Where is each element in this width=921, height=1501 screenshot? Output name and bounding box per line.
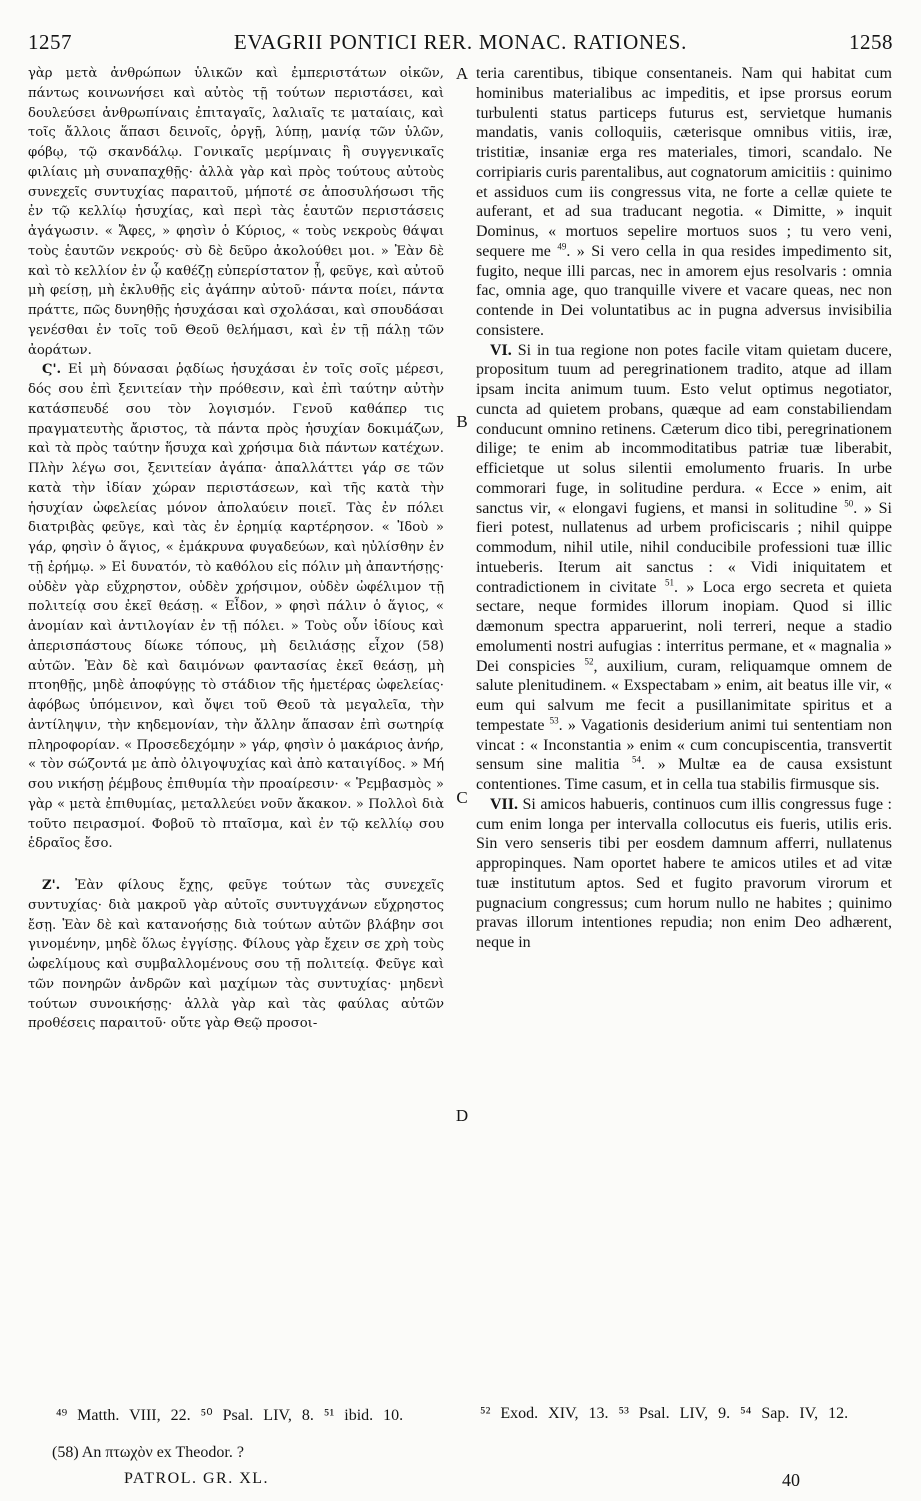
footnotes-left: ⁴⁹ Matth. VIII, 22. ⁵⁰ Psal. LIV, 8. ⁵¹ ibid. 10. — [56, 1407, 404, 1424]
footnote-ref: 49 — [557, 241, 567, 252]
page-number-right: 1258 — [849, 30, 893, 54]
footnote-ref: 51 — [664, 577, 674, 588]
running-title: EVAGRII PONTICI RER. MONAC. RATIONES. — [233, 30, 688, 54]
margin-mark-b: B — [456, 412, 468, 431]
footnotes-right: ⁵² Exod. XIV, 13. ⁵³ Psal. LIV, 9. ⁵⁴ Sap. IV, 12. — [480, 1405, 849, 1422]
footnote-ref: 53 — [549, 715, 559, 726]
section-number: Ϛ'. — [42, 362, 62, 378]
footnote-ref: 52 — [584, 656, 594, 667]
margin-mark-d: D — [455, 1106, 469, 1125]
greek-section-7 — [28, 876, 444, 1034]
section-number: VI. — [490, 341, 512, 359]
latin-column — [476, 64, 892, 1396]
latin-paragraph: teria carentibus, tibique consentaneis. Nam qui habitat cum hominibus materialibus ac impeditis, et ipse prorsus eorum turbulenti status particeps futurus est, servietque humanis mandatis, vanis colloquiis, cæterisque omnibus vitiis, iræ, tristitiæ, insaniæ erga res materiales, timori, scandalo. Ne corripiaris curis parentalibus, aut cognatorum amicitiis : quinimo et assiduos cum iis congressus vita, ne forte a cellæ quiete te auferant, et ad sua traducant negotia. « Dimitte, » inquit Dominus, « mortuos sepelire mortuos suos ; tu vero veni, sequere me $^{49}$. » Si vero cella in qua resides impedimento sit, fugito, neque illi parcas, nec in amorem ejus resolvaris : omnia fac, omnia age, quo tranquille vivere et vacare queas, nec non contende in Dei voluntatibus ac in pugna adversus invisibilia consistere. — [476, 65, 892, 339]
margin-mark-a: A — [455, 64, 469, 83]
greek-section-text: Ἐὰν φίλους ἔχῃς, φεῦγε τούτων τὰς συνεχεῖς συντυχίας· διὰ μακροῦ γὰρ αὐτοῖς συντυγχάνων εὔχρηστος ἔσῃ. Ἐὰν δὲ καὶ κατανοήσῃς διὰ τούτων αὐτῶν βλάβην σοι γινομένην, μηδὲ ὅλως ἐγγίσῃς. Φίλους γὰρ ἔχειν σε χρὴ τοὺς ὠφελίμους καὶ συμβαλλομένους σου τῇ πολιτείᾳ. Φεῦγε καὶ τῶν πονηρῶν ἀνδρῶν καὶ μαχίμων τὰς συντυχίας· μηδενὶ τούτων συνοικήσῃς· ἀλλὰ γὰρ καὶ τὰς φαύλας αὐτῶν προθέσεις παραιτοῦ· οὔτε γὰρ Θεῷ προσοι- — [28, 878, 444, 1032]
latin-section-7: VII. Si amicos habueris, continuos cum illis congressus fuge : cum enim longa per intervalla collocutus eis fueris, utilis eris. Sin vero senseris tibi per eosdem damnum afferri, nullatenus appropinques. Nam oportet habere te amicos utiles et ad vitæ tuæ institutum aptos. Sed et fugito pravorum virorum et pugnacium congressus; cum horum nullo ne habites ; quinimo pravas illorum intentiones repudia; non enim Deo adhærent, neque in — [476, 795, 892, 951]
variant-note: (58) An πτωχὸν ex Theodor. ? — [52, 1444, 244, 1461]
section-number: Ζ'. — [42, 878, 61, 893]
greek-section-6 — [28, 360, 444, 854]
greek-paragraph: γὰρ μετὰ ἀνθρώπων ὑλικῶν καὶ ἐμπεριστάτων οἰκῶν, πάντως κοινωνήσει καὶ αὐτὸς τῇ τούτων περιστάσει, καὶ δουλεύσει ἀνθρωπίναις ἐπιταγαῖς, λαλιαῖς τε ματαίαις, καὶ τοῖς ἄλλοις ἅπασι δεινοῖς, ὀργῇ, λύπῃ, μανίᾳ τῶν ὑλῶν, φόβῳ, τῷ σκανδάλῳ. Γονικαῖς μερίμναις ἢ συγγενικαῖς φιλίαις μὴ συναπαχθῇς· ἀλλὰ γὰρ καὶ πρὸς τούτους αὐτοὺς συνεχεῖς συντυχίας παραιτοῦ, μήποτέ σε ἀποσυλήσωσι τῆς ἐν τῷ κελλίῳ ἡσυχίας, καὶ περὶ τὰς ἑαυτῶν περιστάσεις ἀγάγωσιν. « Ἄφες, » φησὶν ὁ Κύριος, « τοὺς νεκροὺς θάψαι τοὺς ἑαυτῶν νεκρούς· σὺ δὲ δεῦρο ἀκολούθει μοι. » Ἐὰν δὲ καὶ τὸ κελλίον ἐν ᾧ καθέζῃ εὐπερίστατον ᾖ, φεῦγε, καὶ αὐτοῦ μὴ φείσῃ, μὴ ἐκλυθῇς εἰς ἀγάπην αὐτοῦ· πάντα ποίει, πάντα πράττε, πῶς δυνηθῇς ἡσυχάσαι καὶ σχολάσαι, καὶ σπουδάσαι γενέσθαι ἐν τοῖς τοῦ Θεοῦ θελήμασι, καὶ ἐν τῇ πάλῃ τῶν ἀοράτων. — [28, 66, 444, 358]
running-head — [28, 30, 893, 56]
greek-column — [28, 64, 444, 1396]
latin-section-6: VI. Si in tua regione non potes facile vitam quietam ducere, propositum tuum ad peregrinationem tradito, atque ad illam ipsam incita animum tuum. Esto velut optimus negotiator, cuncta ad quietem probans, quæque ad eam constabiliendam conducunt omnino retinens. Cæterum dico tibi, peregrinationem dilige; te enim ab incommoditatibus patriæ tuæ liberabit, efficietque ut solus silentii emolumento fruaris. In urbe commorari fuge, in solitudine perdura. « Ecce » enim, ait sanctus vir, « elongavi fugiens, et mansi in solitudine $^{50}$. » Si fieri potest, nullatenus ad urbem proficiscaris ; nihil quippe commodum, nihil utile, nihil conducibile professioni tuæ illic intueberis. Iterum ait sanctus : « Vidi iniquitatem et contradictionem in civitate $^{51}$. » Loca ergo secreta et quieta sectare, neque formides illorum inopiam. Quod si illic dæmonum spectra apparuerint, noli terreri, neque a stadio emolumenti nostri aufugias : interritus permane, et « magnalia » Dei conspicies $^{52}$, auxilium, curam, reliquamque omnem de salute plenitudinem. « Exspectabam » enim, ait beatus ille vir, « eum qui salvum me fecit a pusillanimitate spiritus et a tempestate $^{53}$. » Vagationis desiderium animi tui sententiam non vincat : « Inconstantia » enim « cum concupiscentia, transvertit sensum sine malitia $^{54}$. » Multæ ea de causa exsistunt contentiones. Time casum, et in cella tua stabilis firmusque sis. — [476, 341, 892, 793]
footnote-ref: 50 — [844, 498, 854, 509]
greek-section-text: Εἰ μὴ δύνασαι ῥᾳδίως ἡσυχάσαι ἐν τοῖς σοῖς μέρεσι, δός σου ἐπὶ ξενιτείαν τὴν πρόθεσιν, καὶ ἐπὶ ταύτην αὐτὴν κατάσπευδέ σου τὸν λογισμόν. Γενοῦ καθάπερ τις πραγματευτὴς ἄριστος, τὰ πάντα πρὸς ἡσυχίαν δοκιμάζων, καὶ τὰ πρὸς ταύτην ἥσυχα καὶ χρήσιμα διὰ πάντων κατέχων. Πλὴν λέγω σοι, ξενιτείαν ἀγάπα· ἀπαλλάττει γάρ σε τῶν κατὰ τὴν ἰδίαν χώραν περιστάσεων, καὶ τῆς κατὰ τὴν ἡσυχίαν ὠφελείας μόνον ἀπολαύειν ποιεῖ. Τὰς ἐν πόλει διατριβὰς φεῦγε, καὶ τὰς ἐν ἐρημίᾳ καρτέρησον. « Ἰδοὺ » γάρ, φησὶν ὁ ἅγιος, « ἐμάκρυνα φυγαδεύων, καὶ ηὐλίσθην ἐν τῇ ἐρήμῳ. » Εἰ δυνατόν, τὸ καθόλου εἰς πόλιν μὴ ἀπαντήσῃς· οὐδὲν γὰρ εὔχρηστον, οὐδὲν χρήσιμον, οὐδὲν ὠφέλιμον τῇ πολιτείᾳ σου ἐκεῖ θεάσῃ. « Εἶδον, » φησὶ πάλιν ὁ ἅγιος, « ἀνομίαν καὶ ἀντιλογίαν ἐν τῇ πόλει. » Τοὺς οὖν ἰδίους καὶ ἀπερισπάστους δίωκε τόπους, μὴ δειλιάσῃς εἶχον (58) αὐτῶν. Ἐὰν δὲ καὶ δαιμόνων φαντασίας ἐκεῖ θεάσῃ, μὴ πτοηθῇς, μηδὲ ἀποφύγῃς τὸ στάδιον τῆς ἡμετέρας ὠφελείας· ἀφόβως ὑπόμεινον, καὶ ὄψει τοῦ Θεοῦ τὰ μεγαλεῖα, τὴν ἀντίληψιν, τὴν κηδεμονίαν, τὴν ἄλλην ἅπασαν ἐπὶ σωτηρίᾳ πληροφορίαν. « Προσεδεχόμην » γάρ, φησὶν ὁ μακάριος ἀνήρ, « τὸν σώζοντά με ἀπὸ ὀλιγοψυχίας καὶ ἀπὸ καταιγίδος. » Μή σου νικήσῃ ῥέμβους ἐπιθυμία τὴν προαίρεσιν· « Ῥεμβασμὸς » γὰρ « μετὰ ἐπιθυμίας, μεταλλεύει νοῦν ἄκακον. » Πολλοὶ διὰ τοῦτο πειρασμοί. Φοβοῦ τὸ πταῖσμα, καὶ ἐν τῷ κελλίῳ σου ἑδραῖος ἔσο. — [28, 362, 444, 852]
footnotes — [28, 1405, 893, 1429]
page-number-left: 1257 — [28, 30, 72, 54]
margin-mark-c: C — [456, 788, 468, 807]
series-signature: PATROL. GR. XL. — [124, 1470, 270, 1487]
section-number: VII. — [490, 795, 519, 813]
footnote-ref: 54 — [631, 754, 641, 765]
sheet-number: 40 — [782, 1470, 800, 1490]
